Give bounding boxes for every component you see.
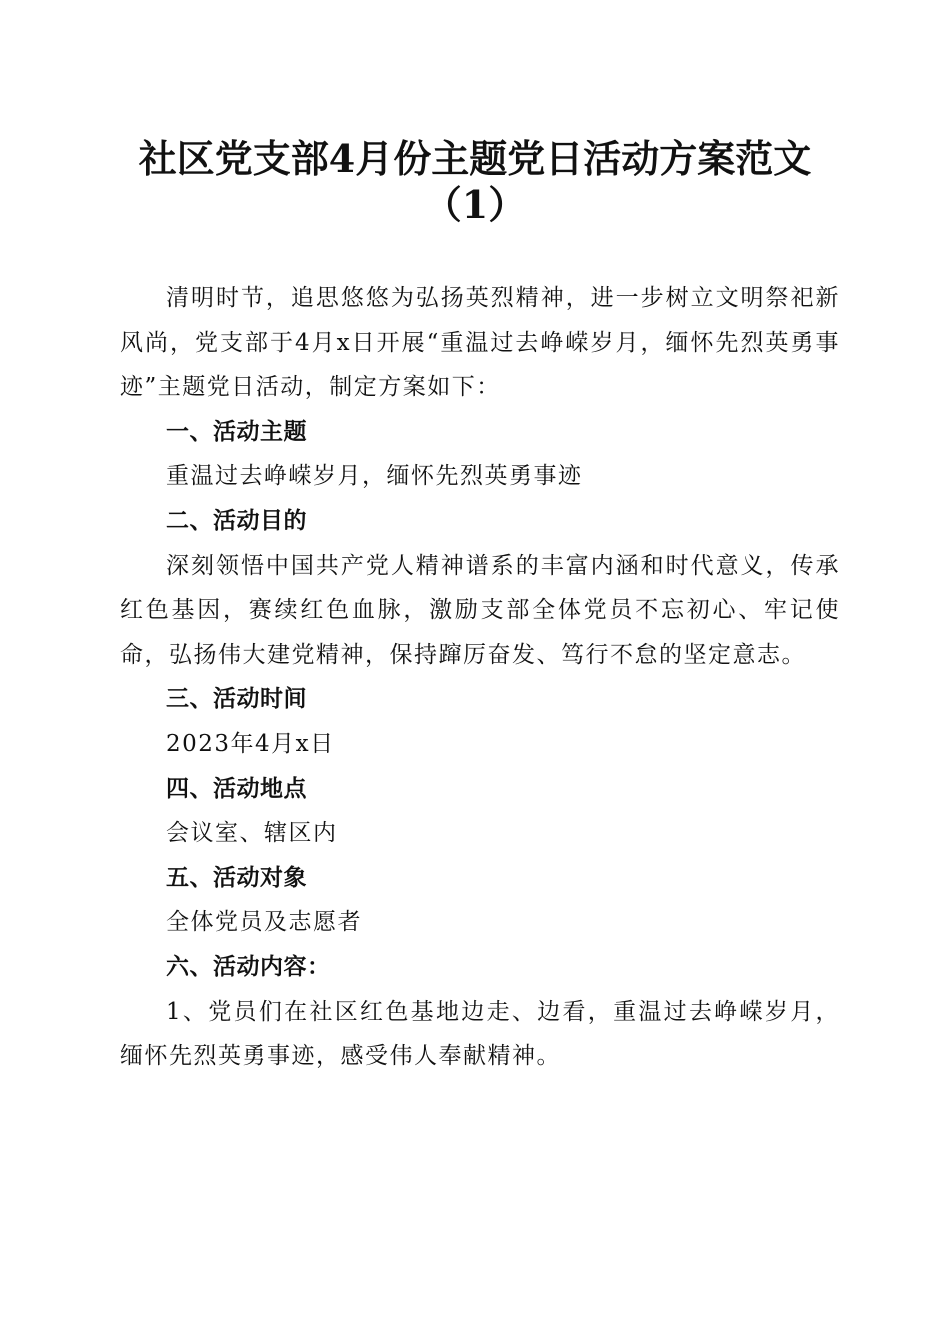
section-heading-content: 六、活动内容： xyxy=(166,953,331,980)
document-title: 社区党支部4月份主题党日活动方案范文 xyxy=(138,136,812,181)
section-heading-participants: 五、活动对象 xyxy=(166,864,307,891)
section-heading-time: 三、活动时间 xyxy=(166,686,307,713)
section-heading-purpose: 二、活动目的 xyxy=(166,507,307,534)
section-body-location: 会议室、辖区内 xyxy=(166,820,338,847)
section-body-purpose: 深刻领悟中国共产党人精神谱系的丰富内涵和时代意义，传承红色基因，赛续红色血脉，激励支部全体党员不忘初心、牢记使命，弘扬伟大建党精神，保持蹿厉奋发、笃行不怠的坚定意志。 xyxy=(120,552,840,668)
section-heading-theme: 一、活动主题 xyxy=(166,418,307,445)
section-heading-location: 四、活动地点 xyxy=(166,775,307,802)
document-body xyxy=(120,276,840,1079)
section-body-time: 2023年4月x日 xyxy=(166,730,335,757)
section-body-content: 1、党员们在社区红色基地边走、边看，重温过去峥嵘岁月，缅怀先烈英勇事迹，感受伟人奉献精神。 xyxy=(120,998,840,1070)
document-title-number: （1） xyxy=(423,182,527,227)
section-body-theme: 重温过去峥嵘岁月，缅怀先烈英勇事迹 xyxy=(166,463,583,490)
intro-paragraph: 清明时节，追思悠悠为弘扬英烈精神，进一步树立文明祭祀新风尚，党支部于4月x日开展“重温过去峥嵘岁月，缅怀先烈英勇事迹”主题党日活动，制定方案如下： xyxy=(120,285,840,401)
section-body-participants: 全体党员及志愿者 xyxy=(166,909,362,936)
